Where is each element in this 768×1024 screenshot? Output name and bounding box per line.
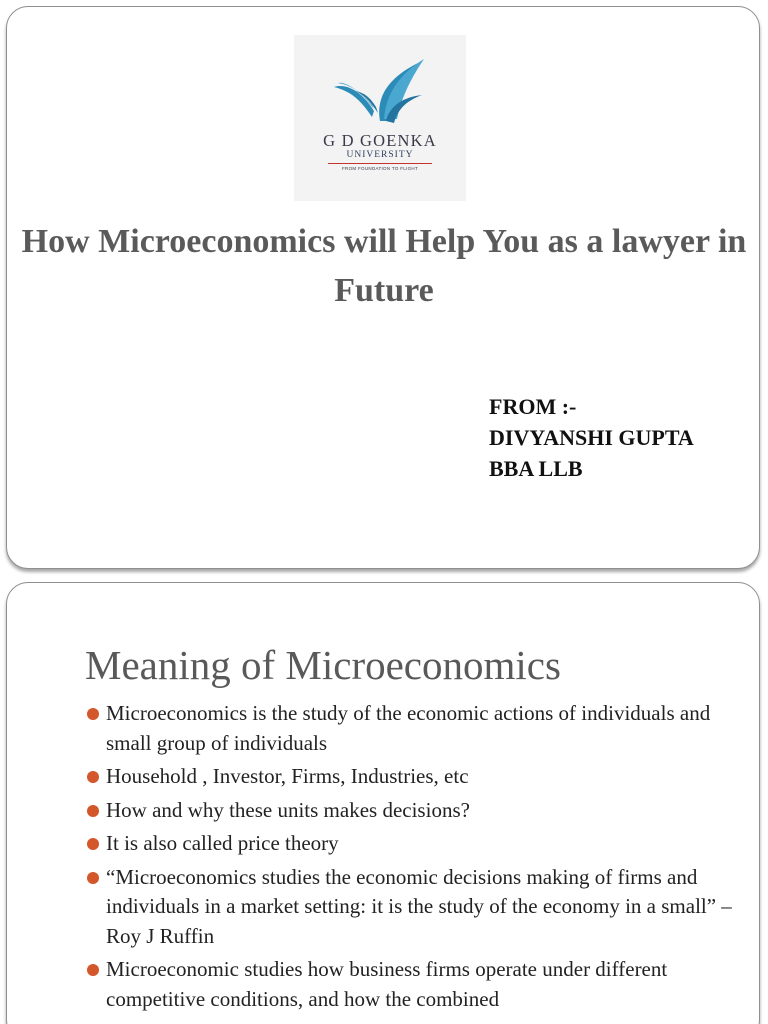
bullet-dot-icon [87, 708, 99, 720]
bullet-text: How and why these units makes decisions? [106, 797, 470, 822]
author-course: BBA LLB [489, 456, 583, 481]
bullet-item [85, 863, 735, 952]
bullet-list [85, 699, 735, 1018]
author-block [489, 391, 694, 484]
author-from-label: FROM :- [489, 394, 577, 419]
bullet-item [85, 829, 735, 859]
title-slide [6, 6, 760, 569]
bullet-item [85, 955, 735, 1014]
bullet-dot-icon [87, 771, 99, 783]
logo-name: G D GOENKA [323, 131, 437, 150]
bullet-item [85, 762, 735, 792]
bullet-dot-icon [87, 964, 99, 976]
bullet-text: Microeconomic studies how business firms operate under different competitive conditions, and how the combined [106, 957, 668, 1011]
bullet-item [85, 796, 735, 826]
slide-title: How Microeconomics will Help You as a lawyer in Future [21, 223, 747, 309]
bullet-text: Microeconomics is the study of the economic actions of individuals and small group of individuals [106, 701, 711, 755]
bullet-dot-icon [87, 872, 99, 884]
content-slide [6, 582, 760, 1024]
logo-subtitle: UNIVERSITY [346, 150, 414, 160]
logo-divider [328, 163, 432, 164]
bullet-text: It is also called price theory [106, 831, 339, 855]
bullet-text: “Microeconomics studies the economic decisions making of firms and individuals in a market setting: it is the study of the economy in a small” – Roy J Ruffin [106, 864, 732, 948]
bullet-dot-icon [87, 838, 99, 850]
author-name: DIVYANSHI GUPTA [489, 425, 694, 450]
bullet-item [85, 699, 735, 758]
bullet-text: Household , Investor, Firms, Industries, etc [106, 764, 469, 788]
slide-heading: Meaning of Microeconomics [85, 642, 561, 688]
logo-tagline: FROM FOUNDATION TO FLIGHT [342, 166, 418, 171]
university-logo [294, 35, 466, 201]
bird-emblem-icon [294, 35, 466, 131]
bullet-dot-icon [87, 805, 99, 817]
